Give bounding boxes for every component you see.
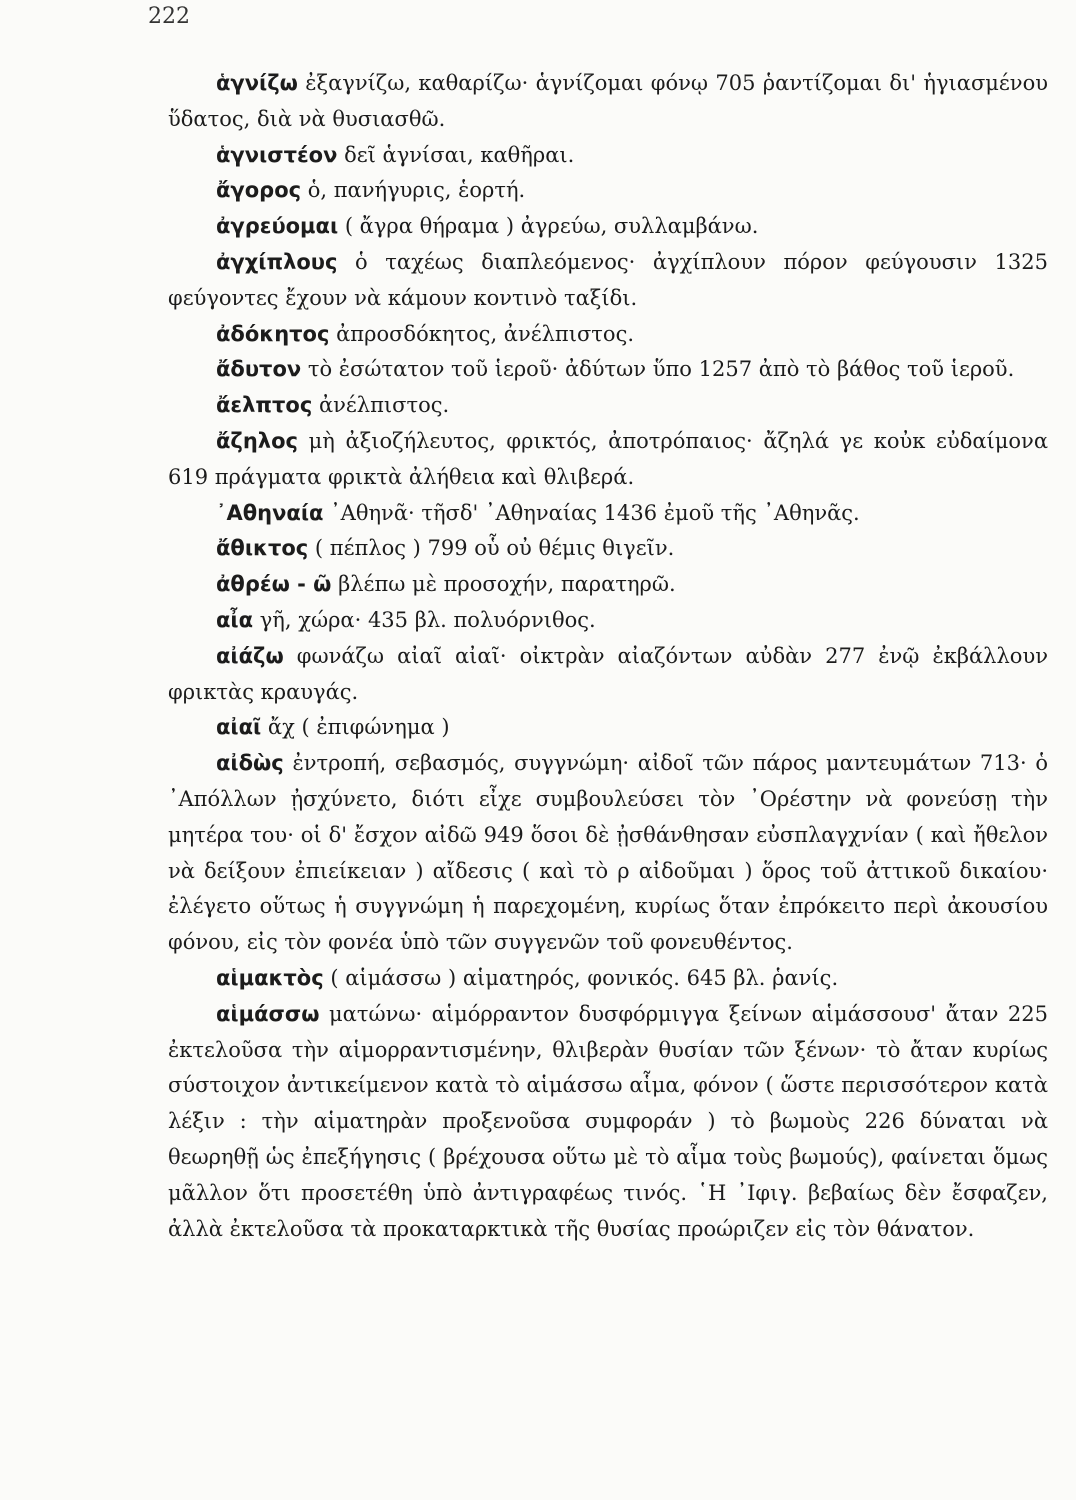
- entry-headword: ἁγνίζω: [216, 71, 298, 95]
- entry-headword: αἰάζω: [216, 643, 284, 668]
- entry-headword: ἀγρεύομαι: [216, 214, 339, 239]
- entry-text: βλέπω μὲ προσοχήν, παρατηρῶ.: [338, 572, 676, 597]
- entry: [168, 388, 1048, 424]
- dictionary-entries: [168, 66, 1048, 1247]
- entry-text: ἀνέλπιστος.: [318, 393, 450, 418]
- entry-text: ( αἱμάσσω ) αἱματηρός, φονικός. 645 βλ. ῥανίς.: [330, 965, 839, 990]
- entry-text: ᾿Αθηνᾶ· τῆσδ' ᾿Αθηναίας 1436 ἐμοῦ τῆς ᾿Αθηνᾶς.: [330, 500, 860, 525]
- entry-text: ( ἄγρα θήραμα ) ἀγρεύω, συλλαμβάνω.: [344, 214, 759, 239]
- entry-text: φωνάζω αἰαῖ αἰαῖ· οἰκτρὰν αἰαζόντων αὐδὰν 277 ἐνῷ ἐκβάλλουν φρικτὰς κραυγάς.: [168, 643, 1048, 704]
- entry-headword: αἱμακτὸς: [216, 965, 324, 990]
- entry-text: ἐντροπή, σεβασμός, συγγνώμη· αἰδοῖ τῶν πάρος μαντευμάτων 713· ὁ ᾿Απόλλων ᾐσχύνετο, διότι εἶχε συμβουλεύσει τὸν ᾿Ορέστην νὰ φονεύσῃ τὴν μητέρα του· οἱ δ' ἔσχον αἰδῶ 949 ὅσοι δὲ ᾐσθάνθησαν εὐσπλαγχνίαν ( καὶ ἤθελον νὰ δείξουν ἐπιείκειαν ) αἴδεσις ( καὶ τὸ ρ αἰδοῦμαι ) ὅρος τοῦ ἀττικοῦ δικαίου· ἐλέγετο οὕτως ἡ συγγνώμη ἡ παρεχομένη, κυρίως ὅταν ἐπρόκειτο περὶ ἀκουσίου φόνου, εἰς τὸν φονέα ὑπὸ τῶν συγγενῶν τοῦ φονευθέντος.: [168, 751, 1048, 955]
- entry-text: ὁ ταχέως διαπλεόμενος· ἀγχίπλουν πόρον φεύγουσιν 1325 φεύγοντες ἔχουν νὰ κάμουν κοντινὸ ταξίδι.: [168, 249, 1048, 310]
- entry-headword: ἄδυτον: [216, 357, 302, 382]
- entry: [168, 603, 1048, 639]
- entry: [168, 173, 1048, 209]
- entry: [168, 531, 1048, 567]
- entry-headword: αἰδὼς: [216, 751, 284, 776]
- entry: [168, 66, 1048, 138]
- entry-headword: αἱμάσσω: [216, 1001, 320, 1026]
- entry-headword: αἶα: [216, 607, 254, 632]
- entry: [168, 352, 1048, 388]
- entry-headword: ἁγνιστέον: [216, 142, 338, 167]
- entry-text: ὁ, πανήγυρις, ἑορτή.: [307, 178, 526, 203]
- entry-text: τὸ ἐσώτατον τοῦ ἱεροῦ· ἀδύτων ὕπο 1257 ἀπὸ τὸ βάθος τοῦ ἱεροῦ.: [307, 357, 1015, 382]
- entry: [168, 138, 1048, 174]
- entry: [168, 997, 1048, 1248]
- entry: [168, 567, 1048, 603]
- entry-headword: ᾿Αθηναία: [216, 500, 324, 525]
- entry-headword: ἄελπτος: [216, 393, 313, 418]
- entry-text: ἄχ ( ἐπιφώνημα ): [267, 715, 450, 740]
- entry-headword: ἄθικτος: [216, 536, 309, 561]
- entry-text: ἐξαγνίζω, καθαρίζω· ἁγνίζομαι φόνῳ 705 ῥαντίζομαι δι' ἡγιασμένου ὕδατος, διὰ νὰ θυσιασθῶ.: [168, 71, 1048, 131]
- entry-text: δεῖ ἁγνίσαι, καθῆραι.: [344, 142, 575, 167]
- entry-text: μὴ ἀξιοζήλευτος, φρικτός, ἀποτρόπαιος· ἄζηλά γε κοὐκ εὐδαίμονα 619 πράγματα φρικτὰ ἀλήθεια καὶ θλιβερά.: [168, 428, 1048, 489]
- entry-headword: ἀδόκητος: [216, 321, 330, 346]
- entry-text: ( πέπλος ) 799 οὗ οὐ θέμις θιγεῖν.: [314, 536, 675, 561]
- entry: [168, 245, 1048, 317]
- entry-headword: ἀγχίπλους: [216, 249, 338, 274]
- entry-text: ἀπροσδόκητος, ἀνέλπιστος.: [336, 321, 635, 346]
- entry-text: γῆ, χώρα· 435 βλ. πολυόρνιθος.: [259, 607, 596, 632]
- entry: [168, 317, 1048, 353]
- entry-headword: ἄγορος: [216, 178, 302, 203]
- entry-text: ματώνω· αἱμόρραντον δυσφόρμιγγα ξείνων αἱμάσσουσ' ἄταν 225 ἐκτελοῦσα τὴν αἱμορραντισμένην, θλιβερὰν θυσίαν τῶν ξένων· τὸ ἄταν κυρίως σύστοιχον ἀντικείμενον κατὰ τὸ αἱμάσσω αἷμα, φόνον ( ὥστε περισσότερον κατὰ λέξιν : τὴν αἱματηρὰν προξενοῦσα συμφοράν ) τὸ βωμοὺς 226 δύναται νὰ θεωρηθῇ ὡς ἐπεξήγησις ( βρέχουσα οὕτω μὲ τὸ αἷμα τοὺς βωμούς), φαίνεται ὅμως μᾶλλον ὅτι προσετέθη ὑπὸ ἀντιγραφέως τινός. ῾Η ᾿Ιφιγ. βεβαίως δὲν ἔσφαζεν, ἀλλὰ ἐκτελοῦσα τὰ προκαταρκτικὰ τῆς θυσίας προώριζεν εἰς τὸν θάνατον.: [168, 1001, 1048, 1241]
- entry: [168, 746, 1048, 961]
- entry: [168, 496, 1048, 532]
- entry-headword: ἀθρέω - ῶ: [216, 572, 332, 597]
- page-number: 222: [148, 4, 190, 29]
- entry-headword: αἰαῖ: [216, 715, 262, 740]
- entry: [168, 710, 1048, 746]
- entry: [168, 424, 1048, 496]
- entry: [168, 209, 1048, 245]
- entry: [168, 961, 1048, 997]
- entry-headword: ἄζηλος: [216, 428, 298, 453]
- entry: [168, 639, 1048, 711]
